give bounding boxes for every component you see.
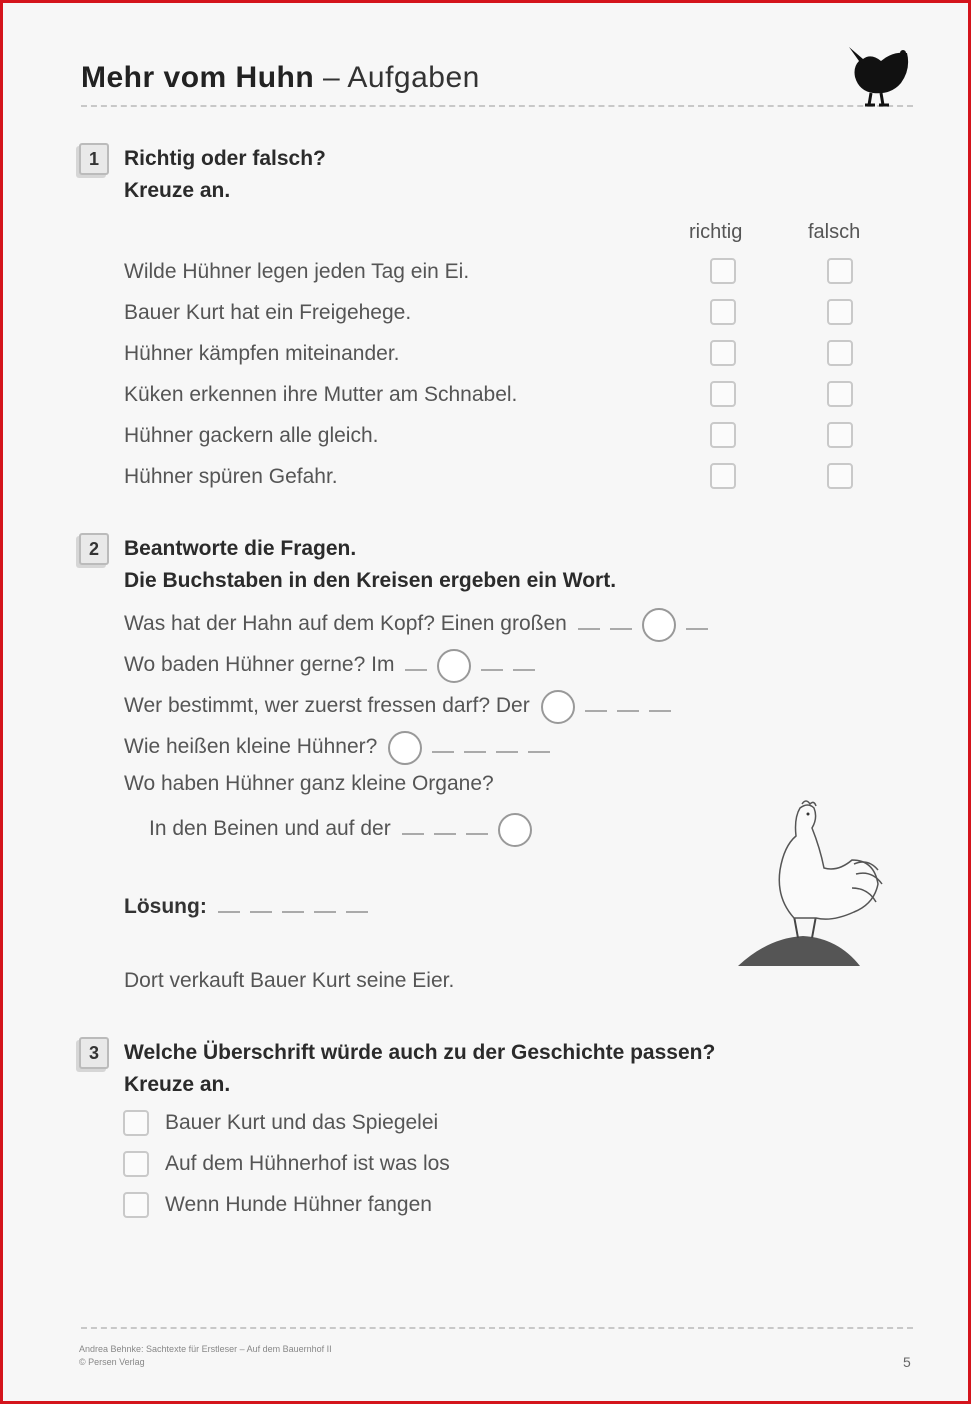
title-sub: – Aufgaben: [323, 61, 480, 94]
answer-blank[interactable]: [402, 832, 424, 835]
solution-label: Lösung:: [124, 895, 207, 918]
column-falsch: falsch: [808, 221, 861, 243]
column-richtig: richtig: [689, 221, 743, 243]
task-1-line2: Kreuze an.: [124, 179, 231, 202]
answer-blank[interactable]: [496, 750, 518, 753]
answer-blank[interactable]: [481, 668, 503, 671]
question-1-text: Was hat der Hahn auf dem Kopf? Einen großen: [124, 612, 567, 635]
task-3-line1: Welche Überschrift würde auch zu der Geschichte passen?: [124, 1041, 716, 1064]
checkbox-falsch-1[interactable]: [827, 258, 853, 284]
option-3-checkbox[interactable]: [123, 1192, 149, 1218]
answer-circle[interactable]: [437, 649, 471, 683]
answer-blank[interactable]: [528, 750, 550, 753]
task-1-number: 1: [79, 143, 109, 175]
option-1-checkbox[interactable]: [123, 1110, 149, 1136]
checkbox-richtig-2[interactable]: [710, 299, 736, 325]
answer-blank[interactable]: [585, 709, 607, 712]
answer-blank[interactable]: [610, 627, 632, 630]
solution-blank[interactable]: [314, 910, 336, 913]
title-rule: [81, 105, 913, 107]
title-main: Mehr vom Huhn: [81, 61, 315, 94]
task-3-heading: [124, 1037, 715, 1101]
statement-4: Küken erkennen ihre Mutter am Schnabel.: [124, 383, 518, 406]
checkbox-falsch-3[interactable]: [827, 340, 853, 366]
answer-blank[interactable]: [466, 832, 488, 835]
solution-blank[interactable]: [346, 910, 368, 913]
task-2-line2: Die Buchstaben in den Kreisen ergeben ein Wort.: [124, 569, 617, 592]
footer-rule: [81, 1327, 913, 1329]
task-2-line1: Beantworte die Fragen.: [124, 537, 357, 560]
question-4: [124, 731, 555, 765]
task-2-heading: [124, 533, 616, 597]
answer-blank[interactable]: [464, 750, 486, 753]
answer-blank[interactable]: [649, 709, 671, 712]
option-1-label: Bauer Kurt und das Spiegelei: [165, 1111, 439, 1134]
checkbox-falsch-6[interactable]: [827, 463, 853, 489]
task-1-line1: Richtig oder falsch?: [124, 147, 326, 170]
answer-blank[interactable]: [405, 668, 427, 671]
question-5: Wo haben Hühner ganz kleine Organe?: [124, 772, 494, 795]
answer-circle[interactable]: [498, 813, 532, 847]
statement-6: Hühner spüren Gefahr.: [124, 465, 338, 488]
option-2-label: Auf dem Hühnerhof ist was los: [165, 1152, 450, 1175]
task-1-heading: [124, 143, 326, 207]
answer-blank[interactable]: [432, 750, 454, 753]
solution-blank[interactable]: [218, 910, 240, 913]
page-title: [81, 61, 480, 95]
solution-blank[interactable]: [282, 910, 304, 913]
rooster-illustration: [728, 798, 893, 978]
answer-blank[interactable]: [513, 668, 535, 671]
answer-blank[interactable]: [686, 627, 708, 630]
checkbox-richtig-4[interactable]: [710, 381, 736, 407]
checkbox-richtig-5[interactable]: [710, 422, 736, 448]
task-2-number: 2: [79, 533, 109, 565]
checkbox-falsch-2[interactable]: [827, 299, 853, 325]
footer-publisher: © Persen Verlag: [79, 1357, 145, 1367]
answer-circle[interactable]: [642, 608, 676, 642]
statement-3: Hühner kämpfen miteinander.: [124, 342, 400, 365]
hen-icon: [841, 39, 913, 111]
answer-circle[interactable]: [541, 690, 575, 724]
question-3-text: Wer bestimmt, wer zuerst fressen darf? Der: [124, 694, 530, 717]
solution-row: [124, 895, 373, 919]
solution-hint: Dort verkauft Bauer Kurt seine Eier.: [124, 969, 455, 992]
question-2-text: Wo baden Hühner gerne? Im: [124, 653, 395, 676]
checkbox-richtig-1[interactable]: [710, 258, 736, 284]
statement-5: Hühner gackern alle gleich.: [124, 424, 379, 447]
option-2-checkbox[interactable]: [123, 1151, 149, 1177]
answer-blank[interactable]: [578, 627, 600, 630]
question-1: [124, 608, 713, 642]
task-3-number: 3: [79, 1037, 109, 1069]
statement-1: Wilde Hühner legen jeden Tag ein Ei.: [124, 260, 470, 283]
option-3-label: Wenn Hunde Hühner fangen: [165, 1193, 432, 1216]
question-5-cont-text: In den Beinen und auf der: [149, 817, 391, 840]
answer-circle[interactable]: [388, 731, 422, 765]
statement-2: Bauer Kurt hat ein Freigehege.: [124, 301, 412, 324]
task-3-line2: Kreuze an.: [124, 1073, 231, 1096]
checkbox-richtig-3[interactable]: [710, 340, 736, 366]
checkbox-falsch-5[interactable]: [827, 422, 853, 448]
checkbox-richtig-6[interactable]: [710, 463, 736, 489]
checkbox-falsch-4[interactable]: [827, 381, 853, 407]
question-5-continued: [149, 813, 537, 847]
page-number: 5: [903, 1354, 911, 1370]
solution-blank[interactable]: [250, 910, 272, 913]
answer-blank[interactable]: [434, 832, 456, 835]
question-4-text: Wie heißen kleine Hühner?: [124, 735, 378, 758]
footer-source: Andrea Behnke: Sachtexte für Erstleser – Auf dem Bauernhof II: [79, 1344, 332, 1354]
question-3: [124, 690, 676, 724]
answer-blank[interactable]: [617, 709, 639, 712]
question-2: [124, 649, 540, 683]
